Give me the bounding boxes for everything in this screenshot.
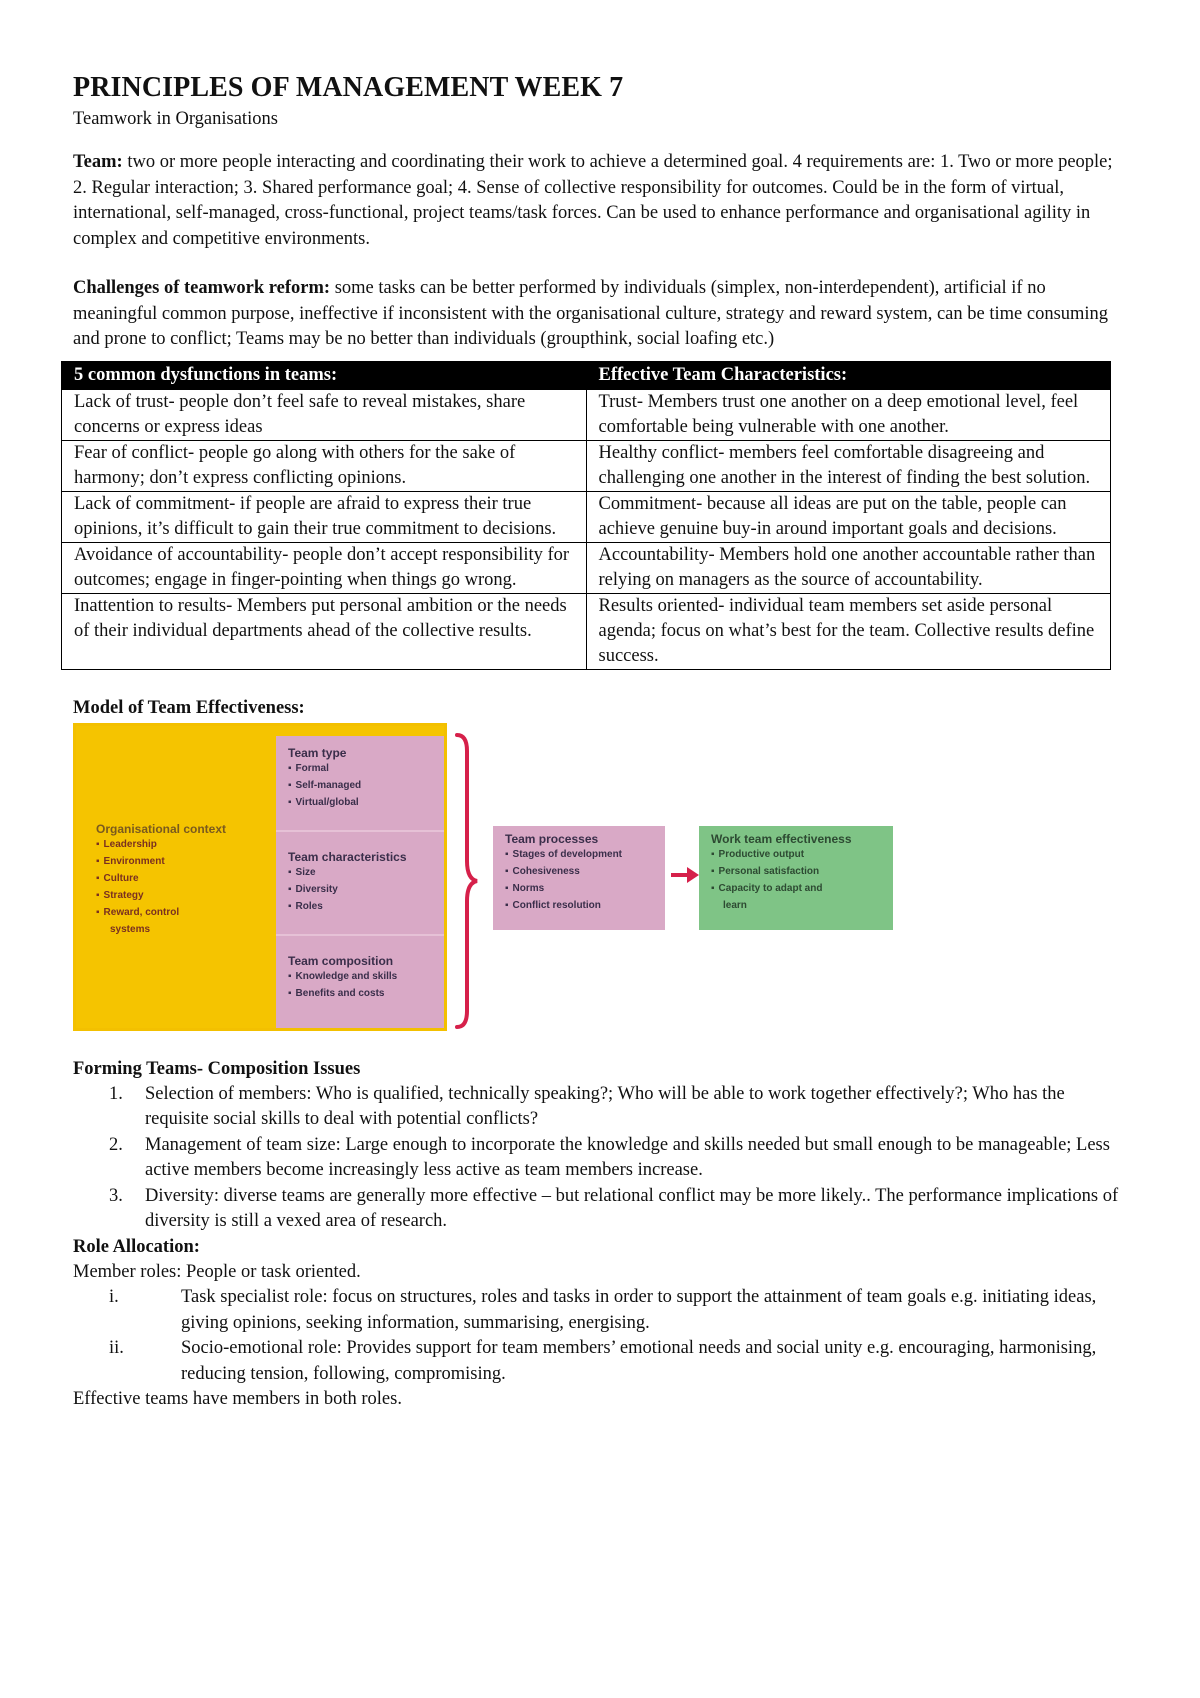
team-characteristics-item: ▪ Roles — [288, 898, 432, 915]
table-row — [62, 593, 1111, 669]
team-type-box — [276, 736, 444, 832]
team-type-title: Team type — [288, 745, 347, 760]
team-type-item: ▪ Formal — [288, 760, 432, 777]
right-arrow-icon — [671, 865, 699, 885]
organisational-context-box — [73, 723, 447, 1031]
list-item — [73, 1285, 1128, 1336]
list-item — [73, 1184, 1128, 1235]
team-characteristics-box — [276, 832, 444, 936]
team-effectiveness-diagram — [73, 723, 903, 1043]
page-title: PRINCIPLES OF MANAGEMENT WEEK 7 — [73, 72, 624, 103]
table-cell: Commitment- because all ideas are put on the table, people can achieve genuine buy-in around important goals and decisions. — [586, 491, 1111, 542]
team-characteristics-item: ▪ Diversity — [288, 881, 432, 898]
table-row — [62, 389, 1111, 440]
list-number: 1. — [109, 1083, 123, 1104]
effectiveness-item: ▪ Personal satisfaction — [711, 863, 881, 880]
table-cell: Lack of commitment- if people are afraid to express their true opinions, it’s difficult to gain their true commitment to decisions. — [62, 491, 587, 542]
list-number: 3. — [109, 1185, 123, 1206]
page-subtitle: Teamwork in Organisations — [73, 109, 278, 129]
table-cell: Fear of conflict- people go along with others for the sake of harmony; don’t express conflicting opinions. — [62, 440, 587, 491]
table-cell: Healthy conflict- members feel comfortable disagreeing and challenging one another in the interest of finding the best solution. — [586, 440, 1111, 491]
team-text: two or more people interacting and coordinating their work to achieve a determined goal. 4 requirements are: 1. Two or more people; 2. Regular interaction; 3. Shared performance goal; 4. Sense of collective responsibility for outcomes. Could be in the form of virtual, international, self-managed, cross-functional, project teams/task forces. Can be used to enhance performance and organisational agility in complex and competitive environments. — [73, 152, 1113, 249]
effectiveness-item: ▪ Capacity to adapt and — [711, 880, 881, 897]
context-item: ▪ Strategy — [96, 887, 226, 904]
list-item — [73, 1082, 1128, 1133]
context-item: ▪ Culture — [96, 870, 226, 887]
team-processes-item: ▪ Cohesiveness — [505, 863, 653, 880]
table-header-characteristics: Effective Team Characteristics: — [586, 361, 1111, 389]
team-characteristics-item: ▪ Size — [288, 864, 432, 881]
context-item: ▪ Leadership — [96, 836, 226, 853]
table-cell: Results oriented- individual team members set aside personal agenda; focus on what’s best for the team. Collective results define success. — [586, 593, 1111, 669]
curly-brace-icon — [453, 731, 481, 1031]
roles-intro: Member roles: People or task oriented. — [73, 1261, 361, 1282]
team-attributes-stack — [276, 736, 444, 1028]
team-characteristics-title: Team characteristics — [288, 849, 407, 864]
table-cell: Accountability- Members hold one another accountable rather than relying on managers as the source of accountability. — [586, 542, 1111, 593]
team-composition-title: Team composition — [288, 953, 394, 968]
context-title: Organisational context — [96, 821, 227, 836]
list-number: 2. — [109, 1134, 123, 1155]
team-composition-item: ▪ Benefits and costs — [288, 985, 432, 1002]
effectiveness-title: Work team effectiveness — [711, 831, 852, 846]
team-label: Team: — [73, 152, 123, 172]
table-header-dysfunctions: 5 common dysfunctions in teams: — [62, 361, 587, 389]
table-cell: Avoidance of accountability- people don’t accept responsibility for outcomes; engage in finger-pointing when things go wrong. — [62, 542, 587, 593]
team-processes-item: ▪ Norms — [505, 880, 653, 897]
team-processes-title: Team processes — [505, 831, 599, 846]
forming-heading: Forming Teams- Composition Issues — [73, 1058, 361, 1079]
table-cell: Inattention to results- Members put personal ambition or the needs of their individual departments ahead of the collective results. — [62, 593, 587, 669]
team-processes-item: ▪ Conflict resolution — [505, 897, 653, 914]
team-composition-box — [276, 936, 444, 1028]
roles-list — [73, 1285, 1128, 1387]
roles-heading: Role Allocation: — [73, 1236, 200, 1257]
dysfunctions-table — [61, 361, 1111, 670]
effectiveness-item: ▪ Productive output — [711, 846, 881, 863]
work-team-effectiveness-box — [699, 826, 893, 930]
document-page — [73, 70, 1128, 1413]
challenges-paragraph — [73, 276, 1128, 353]
list-text: Socio-emotional role: Provides support for team members’ emotional needs and social unity e.g. encouraging, harmonising, reducing tension, following, compromising. — [181, 1338, 1097, 1384]
list-text: Management of team size: Large enough to incorporate the knowledge and skills needed but small enough to be manageable; Less active members become increasingly less active as team members increase. — [145, 1134, 1110, 1180]
context-item: systems — [110, 923, 151, 935]
team-type-item: ▪ Virtual/global — [288, 794, 432, 811]
challenges-text: some tasks can be better performed by individuals (simplex, non-interdependent), artificial if no meaningful common purpose, ineffective if inconsistent with the organisational culture, strategy and reward system, can be time consuming and prone to conflict; Teams may be no better than individuals (groupthink, social loafing etc.) — [73, 278, 1109, 349]
effectiveness-item: learn — [723, 899, 747, 911]
list-item — [73, 1133, 1128, 1184]
context-item: ▪ Environment — [96, 853, 226, 870]
challenges-label: Challenges of teamwork reform: — [73, 278, 331, 298]
table-cell: Lack of trust- people don’t feel safe to reveal mistakes, share concerns or express ideas — [62, 389, 587, 440]
list-number: i. — [109, 1287, 119, 1307]
team-type-item: ▪ Self-managed — [288, 777, 432, 794]
list-text: Selection of members: Who is qualified, technically speaking?; Who will be able to work together effectively?; Who has the requisite social skills to deal with potential conflicts? — [145, 1083, 1065, 1129]
team-composition-item: ▪ Knowledge and skills — [288, 968, 432, 985]
table-row — [62, 542, 1111, 593]
list-item — [73, 1336, 1128, 1387]
context-item: ▪ Reward, control — [96, 904, 226, 921]
composition-list — [73, 1082, 1128, 1235]
list-number: ii. — [109, 1338, 124, 1358]
table-row — [62, 440, 1111, 491]
team-processes-box — [493, 826, 665, 930]
table-header-row — [62, 361, 1111, 389]
team-processes-item: ▪ Stages of development — [505, 846, 653, 863]
list-text: Task specialist role: focus on structures, roles and tasks in order to support the attainment of team goals e.g. initiating ideas, giving opinions, seeking information, summarising, energising. — [181, 1287, 1097, 1333]
list-text: Diversity: diverse teams are generally more effective – but relational conflict may be more likely.. The performance implications of diversity is still a vexed area of research. — [145, 1185, 1119, 1231]
context-text — [96, 822, 226, 938]
model-heading: Model of Team Effectiveness: — [73, 697, 305, 718]
table-cell: Trust- Members trust one another on a deep emotional level, feel comfortable being vulnerable with one another. — [586, 389, 1111, 440]
team-definition — [73, 150, 1128, 252]
roles-closing: Effective teams have members in both roles. — [73, 1389, 402, 1409]
table-row — [62, 491, 1111, 542]
